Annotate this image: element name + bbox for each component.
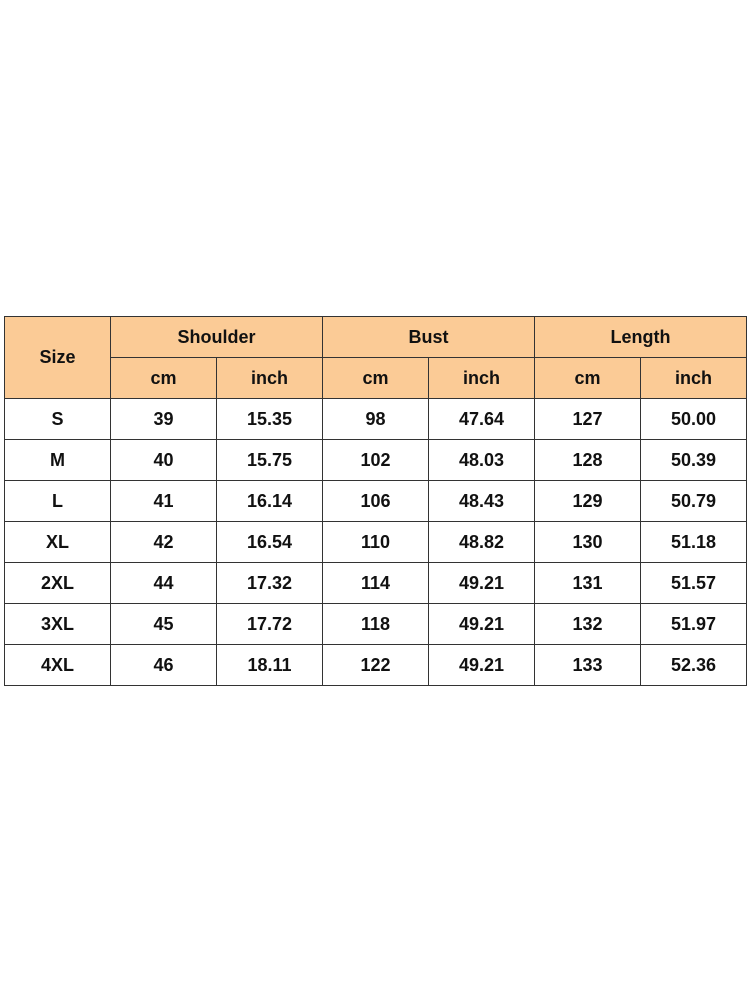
value-cell: 98	[323, 399, 429, 440]
value-cell: 118	[323, 604, 429, 645]
value-cell: 47.64	[429, 399, 535, 440]
table-body	[5, 399, 747, 686]
unit-header: inch	[429, 358, 535, 399]
value-cell: 127	[535, 399, 641, 440]
value-cell: 50.00	[641, 399, 747, 440]
value-cell: 122	[323, 645, 429, 686]
value-cell: 17.32	[217, 563, 323, 604]
value-cell: 41	[111, 481, 217, 522]
value-cell: 51.57	[641, 563, 747, 604]
size-cell: L	[5, 481, 111, 522]
value-cell: 102	[323, 440, 429, 481]
value-cell: 50.79	[641, 481, 747, 522]
table-row	[5, 645, 747, 686]
table-row	[5, 399, 747, 440]
value-cell: 40	[111, 440, 217, 481]
value-cell: 49.21	[429, 604, 535, 645]
size-chart-table	[4, 316, 747, 686]
unit-header: inch	[217, 358, 323, 399]
value-cell: 16.14	[217, 481, 323, 522]
size-cell: 3XL	[5, 604, 111, 645]
value-cell: 48.03	[429, 440, 535, 481]
value-cell: 51.97	[641, 604, 747, 645]
value-cell: 132	[535, 604, 641, 645]
value-cell: 131	[535, 563, 641, 604]
table-row	[5, 604, 747, 645]
value-cell: 46	[111, 645, 217, 686]
value-cell: 18.11	[217, 645, 323, 686]
header-bust: Bust	[323, 317, 535, 358]
header-length: Length	[535, 317, 747, 358]
value-cell: 128	[535, 440, 641, 481]
value-cell: 106	[323, 481, 429, 522]
value-cell: 45	[111, 604, 217, 645]
unit-header: cm	[535, 358, 641, 399]
value-cell: 44	[111, 563, 217, 604]
value-cell: 49.21	[429, 645, 535, 686]
unit-header: cm	[111, 358, 217, 399]
value-cell: 51.18	[641, 522, 747, 563]
size-cell: S	[5, 399, 111, 440]
value-cell: 15.35	[217, 399, 323, 440]
size-cell: M	[5, 440, 111, 481]
unit-header: cm	[323, 358, 429, 399]
value-cell: 52.36	[641, 645, 747, 686]
header-shoulder: Shoulder	[111, 317, 323, 358]
value-cell: 16.54	[217, 522, 323, 563]
table-row	[5, 522, 747, 563]
header-row-units	[5, 358, 747, 399]
value-cell: 130	[535, 522, 641, 563]
size-cell: XL	[5, 522, 111, 563]
value-cell: 50.39	[641, 440, 747, 481]
table-header	[5, 317, 747, 399]
value-cell: 48.43	[429, 481, 535, 522]
size-cell: 4XL	[5, 645, 111, 686]
value-cell: 17.72	[217, 604, 323, 645]
header-size: Size	[5, 317, 111, 399]
table-row	[5, 481, 747, 522]
value-cell: 133	[535, 645, 641, 686]
value-cell: 42	[111, 522, 217, 563]
table-row	[5, 440, 747, 481]
value-cell: 39	[111, 399, 217, 440]
value-cell: 129	[535, 481, 641, 522]
unit-header: inch	[641, 358, 747, 399]
size-cell: 2XL	[5, 563, 111, 604]
value-cell: 110	[323, 522, 429, 563]
value-cell: 114	[323, 563, 429, 604]
value-cell: 15.75	[217, 440, 323, 481]
value-cell: 48.82	[429, 522, 535, 563]
value-cell: 49.21	[429, 563, 535, 604]
table-row	[5, 563, 747, 604]
header-row-groups	[5, 317, 747, 358]
